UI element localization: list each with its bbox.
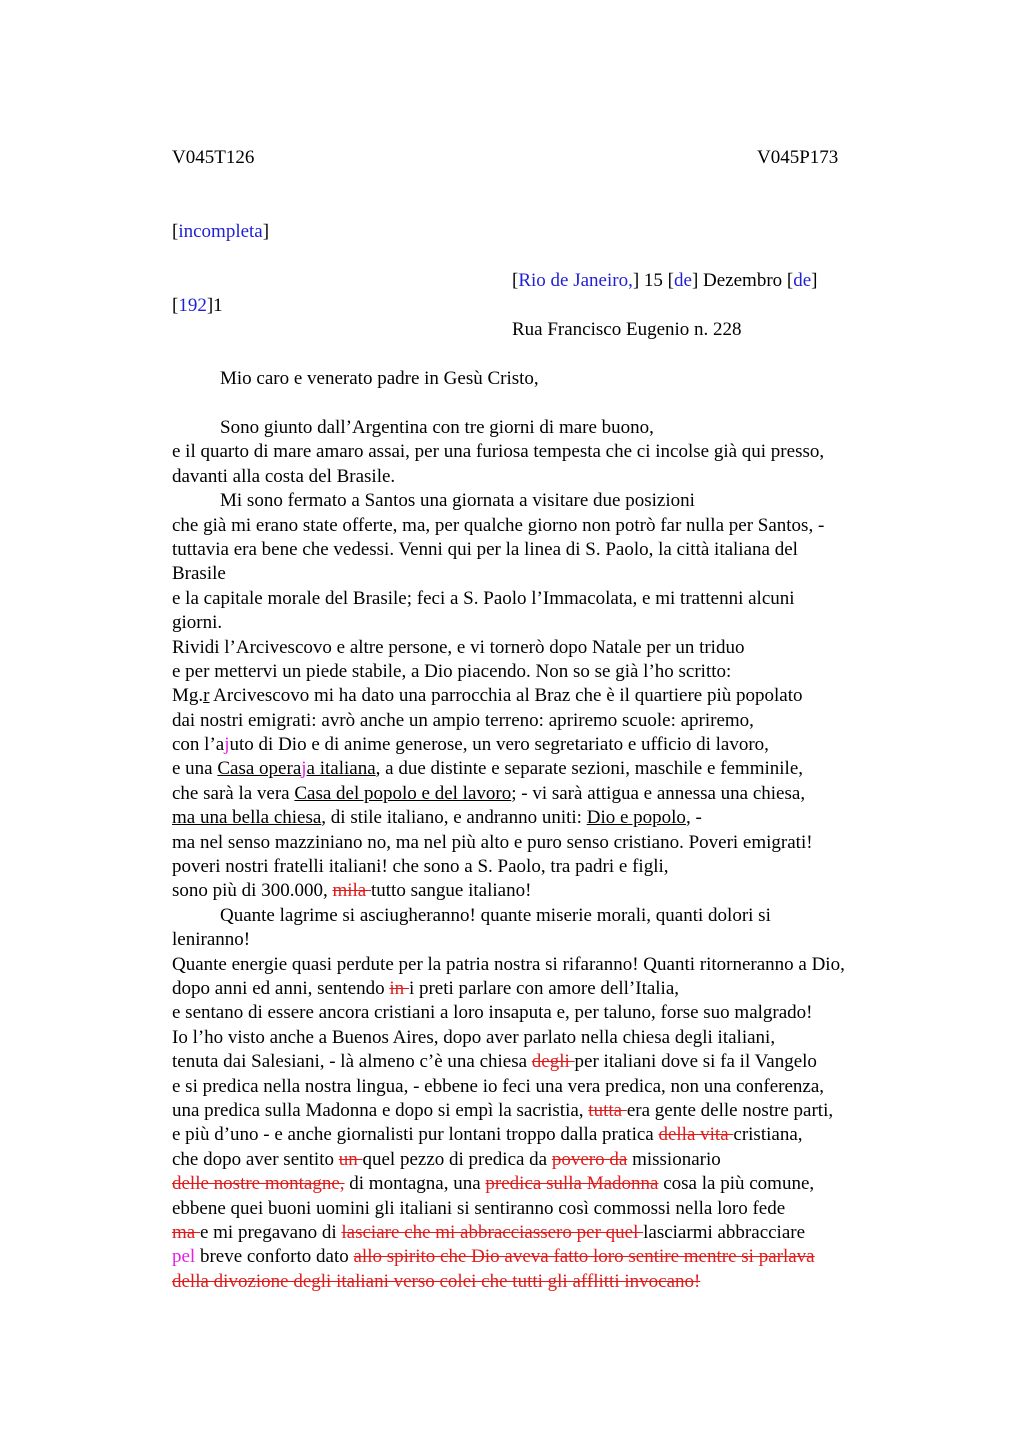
text-line: dai nostri emigrati: avrò anche un ampio terreno: apriremo scuole: apriremo, bbox=[172, 709, 754, 731]
document-code-right: V045P173 bbox=[757, 147, 839, 168]
text-line: Sono giunto dall’Argentina con tre giorni di mare buono, bbox=[220, 417, 654, 438]
underlined-phrase: Dio e popolo bbox=[586, 807, 686, 829]
text-line: tuttavia era bene che vedessi. Venni qui per la linea di S. Paolo, la città italiana del bbox=[172, 538, 798, 560]
deletion: lasciare che mi abbracciassero per quel bbox=[341, 1221, 644, 1243]
text-line: delle nostre montagne, di montagna, una predica sulla Madonna cosa la più comune, bbox=[172, 1173, 815, 1195]
text-line: sono più di 300.000, mila tutto sangue italiano! bbox=[172, 880, 532, 902]
text-line: tenuta dai Salesiani, - là almeno c’è una chiesa degli per italiani dove si fa il Vangelo bbox=[172, 1051, 817, 1073]
deletion: ma bbox=[172, 1221, 200, 1243]
text-line: ebbene quei buoni uomini gli italiani si sentiranno così commossi nella loro fede bbox=[172, 1197, 786, 1219]
text-line: Rividi l’Arcivescovo e altre persone, e vi tornerò dopo Natale per un triduo bbox=[172, 636, 745, 658]
text-line: dopo anni ed anni, sentendo in i preti parlare con amore dell’Italia, bbox=[172, 977, 680, 999]
editorial-insertion: j bbox=[224, 734, 230, 756]
text-line: Io l’ho visto anche a Buenos Aires, dopo aver parlato nella chiesa degli italiani, bbox=[172, 1026, 776, 1048]
text-line: ma nel senso mazziniano no, ma nel più alto e puro senso cristiano. Poveri emigrati! bbox=[172, 831, 813, 853]
dateline: [Rio de Janeiro,] 15 [de] Dezembro [de] bbox=[512, 270, 818, 291]
text-line: con l’ajuto di Dio e di anime generose, un vero segretariato e ufficio di lavoro, bbox=[172, 734, 769, 756]
editorial-insertion: pel bbox=[172, 1246, 196, 1268]
deletion: un bbox=[338, 1148, 363, 1170]
text-line bbox=[172, 1270, 912, 1294]
text-line: Quante lagrime si asciugheranno! quante miserie morali, quanti dolori si bbox=[220, 904, 771, 926]
text-line: Quante energie quasi perdute per la patria nostra si rifaranno! Quanti ritorneranno a Dio, bbox=[172, 953, 845, 975]
salutation: Mio caro e venerato padre in Gesù Cristo, bbox=[220, 368, 539, 389]
address: Rua Francisco Eugenio n. 228 bbox=[512, 319, 742, 340]
text-line: ma e mi pregavano di lasciare che mi abbracciassero per quel lasciarmi abbracciare bbox=[172, 1221, 806, 1243]
text-line: e il quarto di mare amaro assai, per una furiosa tempesta che ci incolse già qui presso, bbox=[172, 441, 825, 463]
text-line: leniranno! bbox=[172, 929, 251, 951]
editorial-note: incompleta bbox=[178, 221, 263, 242]
text-line: pel breve conforto dato allo spirito che Dio aveva fatto loro sentire mentre si parlava bbox=[172, 1246, 815, 1268]
dateline-year: [192]1 bbox=[172, 295, 223, 316]
deletion: della divozione degli italiani verso colei che tutti gli afflitti invocano! bbox=[172, 1270, 701, 1292]
text-line: poveri nostri fratelli italiani! che sono a S. Paolo, tra padri e figli, bbox=[172, 856, 669, 878]
text-line: giorni. bbox=[172, 612, 223, 634]
text-line: Brasile bbox=[172, 563, 226, 585]
text-line: che già mi erano state offerte, ma, per qualche giorno non potrò far nulla per Santos, - bbox=[172, 514, 825, 536]
deletion: delle nostre montagne, bbox=[172, 1173, 345, 1195]
deletion: povero da bbox=[551, 1148, 628, 1170]
text-line: e sentano di essere ancora cristiani a loro insaputa e, per taluno, forse suo malgrado! bbox=[172, 1002, 813, 1024]
text-line: ma una bella chiesa, di stile italiano, e andranno uniti: Dio e popolo, - bbox=[172, 807, 702, 829]
place-editorial: Rio de Janeiro, bbox=[518, 270, 633, 291]
underlined-phrase: Casa opera bbox=[217, 758, 302, 780]
text-line: davanti alla costa del Brasile. bbox=[172, 465, 396, 487]
deletion: mila bbox=[332, 880, 371, 902]
text-line: Mg.r Arcivescovo mi ha dato una parrocchia al Braz che è il quartiere più popolato bbox=[172, 685, 803, 707]
deletion: predica sulla Madonna bbox=[485, 1173, 659, 1195]
underlined-phrase: Casa del popolo e del lavoro bbox=[294, 782, 512, 804]
status-note: [incompleta] bbox=[172, 221, 270, 242]
deletion: della vita bbox=[658, 1124, 734, 1146]
text-line: che dopo aver sentito un quel pezzo di predica da povero da missionario bbox=[172, 1148, 721, 1170]
text-line: e per mettervi un piede stabile, a Dio piacendo. Non so se già l’ho scritto: bbox=[172, 660, 732, 682]
deletion: allo spirito che Dio aveva fatto loro sentire mentre si parlava bbox=[353, 1246, 815, 1268]
underlined-phrase: ma una bella chiesa bbox=[172, 807, 322, 829]
text-line: Mi sono fermato a Santos una giornata a visitare due posizioni bbox=[220, 490, 695, 512]
editorial-insertion: j bbox=[301, 758, 307, 780]
deletion: tutta bbox=[588, 1099, 627, 1121]
deletion: in bbox=[389, 977, 409, 999]
deletion: degli bbox=[531, 1051, 575, 1073]
text-line: e una Casa operaja italiana, a due distinte e separate sezioni, maschile e femminile, bbox=[172, 758, 803, 780]
text-line: che sarà la vera Casa del popolo e del lavoro; - vi sarà attigua e annessa una chiesa, bbox=[172, 782, 806, 804]
letter-body bbox=[172, 416, 912, 1294]
text-line: e si predica nella nostra lingua, - ebbene io feci una vera predica, non una conferenza, bbox=[172, 1075, 825, 1097]
document-code-left: V045T126 bbox=[172, 147, 255, 168]
text-line: e la capitale morale del Brasile; feci a S. Paolo l’Immacolata, e mi trattenni alcuni bbox=[172, 587, 795, 609]
text-line: e più d’uno - e anche giornalisti pur lontani troppo dalla pratica della vita cristiana, bbox=[172, 1124, 803, 1146]
text-line: una predica sulla Madonna e dopo si empì la sacristia, tutta era gente delle nostre parti, bbox=[172, 1099, 834, 1121]
